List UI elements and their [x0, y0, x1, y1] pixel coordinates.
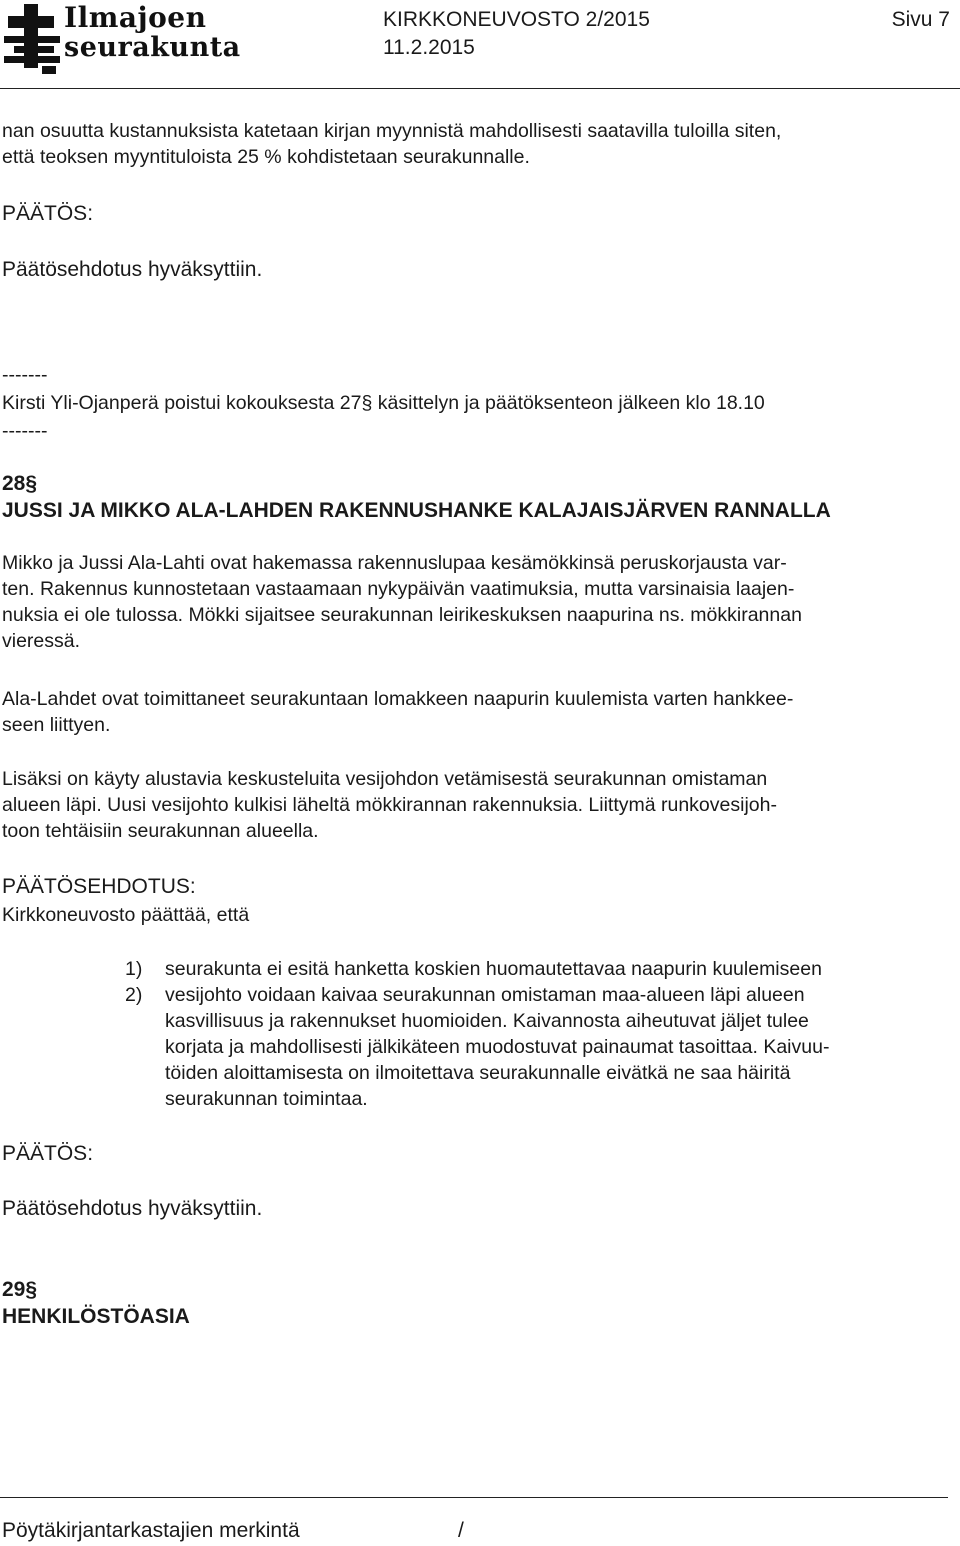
logo-name-line1: Ilmajoen [64, 1, 207, 34]
paragraph-line: Ala-Lahdet ovat toimittaneet seurakuntaan lomakkeen naapurin kuulemista varten hankkee- [2, 688, 794, 710]
paragraph-line: ten. Rakennus kunnostetaan vastaamaan nykypäivän vaatimuksia, mutta varsinaisia laajen- [2, 578, 795, 600]
paragraph-waterpipe [2, 766, 958, 844]
list-text [165, 982, 955, 1112]
attendance-note-end: käsittelyn ja päätöksenteon jälkeen klo 18.10 [372, 392, 765, 414]
cross-logo-icon [2, 2, 62, 76]
section-29-title: HENKILÖSTÖASIA [2, 1305, 190, 1328]
section-sign: § [361, 392, 373, 414]
paragraph-line: Lisäksi on käyty alustavia keskusteluita vesijohdon vetämisestä seurakunnan omistaman [2, 768, 768, 790]
separator-dashes: ------- [2, 420, 48, 442]
intro-line: nan osuutta kustannuksista katetaan kirjan myynnistä mahdollisesti saatavilla tuloilla siten, [2, 120, 782, 142]
decision-heading: PÄÄTÖS: [2, 1142, 94, 1165]
proposal-intro: Kirkkoneuvosto päättää, että [2, 904, 250, 926]
proposal-heading: PÄÄTÖSEHDOTUS: [2, 875, 196, 898]
list-line: töiden aloittamisesta on ilmoitettava seurakunnalle eivätkä ne saa häiritä [165, 1062, 791, 1084]
list-number: 2) [125, 984, 143, 1006]
document-title: KIRKKONEUVOSTO 2/2015 [383, 8, 650, 31]
section-sign: § [25, 472, 38, 495]
section-number: 28 [2, 472, 26, 495]
decision-heading: PÄÄTÖS: [2, 202, 94, 225]
list-number: 1) [125, 958, 143, 980]
list-line: kasvillisuus ja rakennukset huomioiden. Kaivannosta aiheutuvat jäljet tulee [165, 1010, 809, 1032]
list-line: vesijohto voidaan kaivaa seurakunnan omistaman maa-alueen läpi alueen [165, 984, 805, 1006]
decision-text: Päätösehdotus hyväksyttiin. [2, 258, 263, 281]
list-item [125, 982, 955, 1112]
list-text [165, 956, 955, 982]
paragraph-neighbours [2, 686, 958, 738]
intro-line: että teoksen myyntituloista 25 % kohdistetaan seurakunnalle. [2, 146, 530, 168]
document-date: 11.2.2015 [383, 36, 475, 59]
logo-name-line2: seurakunta [64, 32, 241, 63]
footer-label: Pöytäkirjantarkastajien merkintä [2, 1519, 300, 1542]
proposal-list [125, 956, 955, 1112]
list-line: seurakunnan toimintaa. [165, 1088, 368, 1110]
list-line: korjata ja mahdollisesti jälkikäteen muodostuvat painaumat tasoittaa. Kaivuu- [165, 1036, 830, 1058]
separator-dashes: ------- [2, 364, 48, 386]
section-number: 29 [2, 1278, 26, 1301]
intro-paragraph [2, 118, 958, 170]
paragraph-line: nuksia ei ole tulossa. Mökki sijaitsee seurakunnan leirikeskuksen naapurina ns. mökkirannan [2, 604, 802, 626]
paragraph-line: seen liittyen. [2, 714, 111, 736]
section-28-title: JUSSI JA MIKKO ALA-LAHDEN RAKENNUSHANKE KALAJAISJÄRVEN RANNALLA [2, 499, 831, 522]
parish-logo [2, 2, 242, 76]
page-number: Sivu 7 [891, 8, 950, 31]
section-28-number [2, 470, 958, 498]
footer-slash: / [458, 1519, 464, 1542]
list-item [125, 956, 955, 982]
attendance-note-start: Kirsti Yli-Ojanperä poistui kokouksesta 27 [2, 392, 362, 414]
decision-text: Päätösehdotus hyväksyttiin. [2, 1197, 263, 1220]
section-29-number [2, 1276, 958, 1304]
list-line: seurakunta ei esitä hanketta koskien huomautettavaa naapurin kuulemiseen [165, 958, 822, 980]
paragraph-application [2, 550, 958, 654]
section-sign: § [25, 1278, 38, 1301]
attendance-note [2, 390, 958, 416]
footer-divider [0, 1497, 948, 1498]
paragraph-line: Mikko ja Jussi Ala-Lahti ovat hakemassa rakennuslupaa kesämökkinsä peruskorjausta var- [2, 552, 787, 574]
paragraph-line: alueen läpi. Uusi vesijohto kulkisi läheltä mökkirannan rakennuksia. Liittymä runkovesijoh- [2, 794, 777, 816]
header-divider [0, 88, 960, 89]
paragraph-line: vieressä. [2, 630, 81, 652]
paragraph-line: toon tehtäisiin seurakunnan alueella. [2, 820, 319, 842]
